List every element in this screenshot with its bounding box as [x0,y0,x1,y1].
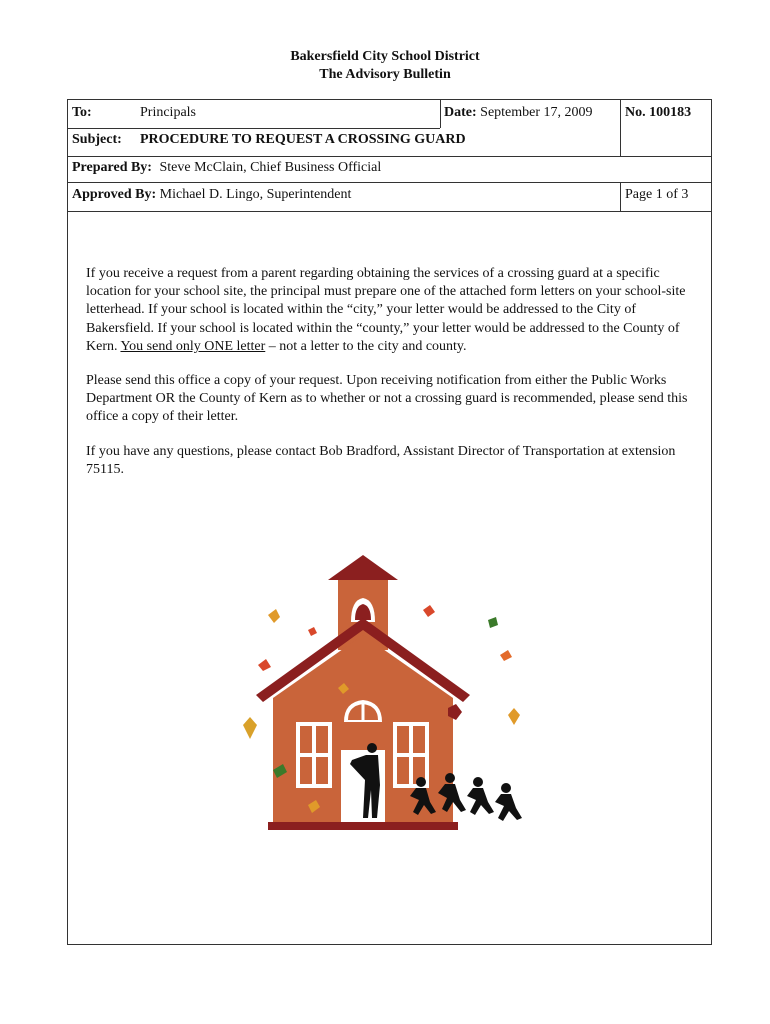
date-label: Date: [444,105,477,120]
subject-value: PROCEDURE TO REQUEST A CROSSING GUARD [140,132,466,147]
divider [620,182,621,211]
divider [68,182,711,183]
memo-frame [67,99,712,945]
divider [440,100,441,128]
prepared-by-field [72,159,381,177]
paragraph-2: Please send this office a copy of your request. Upon receiving notification from either the Public Works Department OR the County of Kern as to whether or not a crossing guard is recommended, please send this office a copy of their letter. [86,373,688,425]
divider [68,128,440,129]
paragraph-3: If you have any questions, please contact Bob Bradford, Assistant Director of Transportation at extension 75115. [86,443,676,477]
divider [68,211,711,212]
to-label: To: [72,105,92,120]
district-name: Bakersfield City School District [290,49,480,64]
bulletin-number: No. 100183 [625,105,692,120]
date-value: September 17, 2009 [480,105,593,120]
divider [620,100,621,156]
date-field [444,104,593,122]
bulletin-title: The Advisory Bulletin [319,67,451,82]
prepared-by-label: Prepared By: [72,160,152,175]
schoolhouse-autumn-illustration [238,550,538,840]
paragraph-1: If you receive a request from a parent regarding obtaining the services of a crossing guard at a specific location for your school site, the principal must prepare one of the attached form letters on your school-site letterhead. If your school is located within the “city,” your letter would be addressed to the City of Bakersfield. If your school is located within the “county,” your letter would be addressed to the County of Kern. You send only ONE letter – not a letter to the city and county. [86,266,686,354]
memo-body [86,265,692,495]
approved-by-field [72,186,351,204]
subject-label: Subject: [72,132,122,147]
document-header [0,48,770,84]
approved-by-value: Michael D. Lingo, Superintendent [159,187,352,202]
divider [68,156,711,157]
emphasis-one-letter: You send only ONE letter [120,338,266,354]
to-value: Principals [140,105,196,120]
prepared-by-value: Steve McClain, Chief Business Official [159,160,382,175]
approved-by-label: Approved By: [72,187,157,202]
page-indicator: Page 1 of 3 [625,187,689,202]
